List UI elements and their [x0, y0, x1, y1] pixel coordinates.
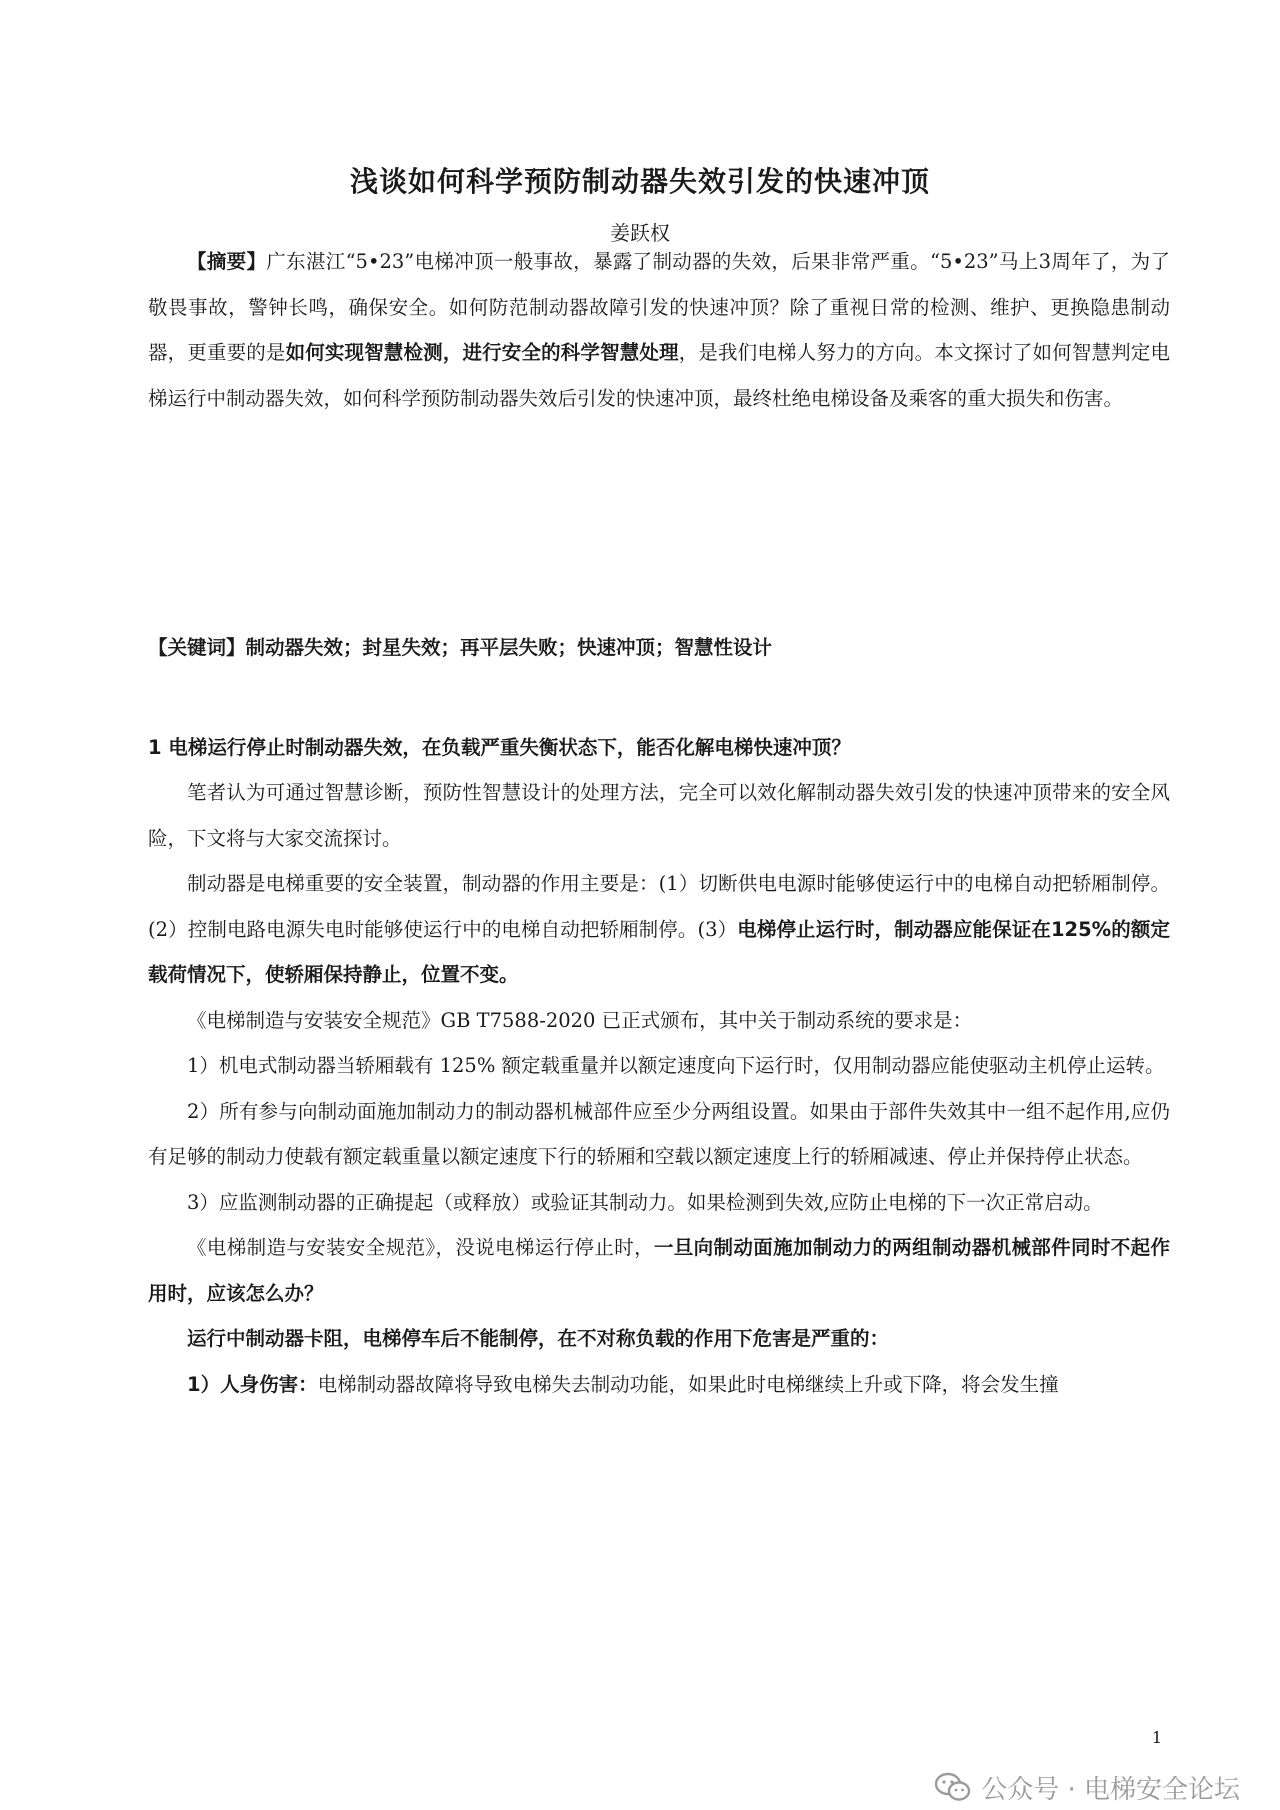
- section-heading-1: 1 电梯运行停止时制动器失效，在负载严重失衡状态下，能否化解电梯快速冲顶？: [148, 736, 851, 759]
- document-title: 浅谈如何科学预防制动器失效引发的快速冲顶: [349, 165, 930, 198]
- abstract-text-2: ，是我们电梯人努力的方向。本文探讨了如何智慧判定电梯运行中制动器失效，如何科学预防制动器失效后引发的快速冲顶，最终杜绝电梯设备及乘客的重大损失和伤害。: [148, 341, 1170, 410]
- paragraph-5: 2）所有参与向制动面施加制动力的制动器机械部件应至少分两组设置。如果由于部件失效其中一组不起作用,应仍有足够的制动力使载有额定载重量以额定速度下行的轿厢和空载以额定速度上行的轿厢减速、停止并保持停止状态。: [148, 1099, 1170, 1168]
- paragraph-9-label: 1）人身伤害：: [187, 1372, 318, 1396]
- paragraph-2-bold: 电梯停止运行时，制动器应能保证在125%的额定载荷情况下，使轿厢保持静止，位置不变。: [148, 917, 1171, 986]
- paragraph-2: [148, 861, 1170, 998]
- paragraph-8: 运行中制动器卡阻，电梯停车后不能制停，在不对称负载的作用下危害是严重的：: [187, 1327, 890, 1350]
- abstract-label: 【摘要】: [187, 250, 267, 273]
- page-number: 1: [1151, 1728, 1162, 1747]
- paragraph-1: 笔者认为可通过智慧诊断，预防性智慧设计的处理方法，完全可以效化解制动器失效引发的快速冲顶带来的安全风险，下文将与大家交流探讨。: [148, 781, 1170, 850]
- section1-body: [148, 770, 1170, 1407]
- paragraph-7-text: 《电梯制造与安装安全规范》，没说电梯运行停止时，: [187, 1236, 654, 1259]
- watermark: [935, 1770, 1240, 1804]
- abstract-text-1: 广东湛江“5•23”电梯冲顶一般事故，暴露了制动器的失效，后果非常严重。“5•23”马上3周年了，为了敬畏事故，警钟长鸣，确保安全。如何防范制动器故障引发的快速冲顶？除了重视日常的检测、维护、更换隐患制动器，更重要的是: [148, 250, 1170, 364]
- paragraph-6: 3）应监测制动器的正确提起（或释放）或验证其制动力。如果检测到失效,应防止电梯的下一次正常启动。: [187, 1190, 1103, 1214]
- paragraph-9-text: 电梯制动器故障将导致电梯失去制动功能，如果此时电梯继续上升或下降，将会发生撞: [317, 1372, 1059, 1396]
- abstract-text-bold: 如何实现智慧检测，进行安全的科学智慧处理: [285, 341, 679, 364]
- paragraph-4: 1）机电式制动器当轿厢载有 125% 额定载重量并以额定速度向下运行时，仅用制动器应能使驱动主机停止运转。: [187, 1054, 1165, 1077]
- watermark-text: 公众号 · 电梯安全论坛: [981, 1774, 1240, 1805]
- paragraph-3: 《电梯制造与安装安全规范》GB T7588-2020 已正式颁布，其中关于制动系统的要求是：: [187, 1008, 973, 1032]
- paragraph-7-bold: 一旦向制动面施加制动力的两组制动器机械部件同时不起作用时，应该怎么办？: [148, 1236, 1170, 1305]
- paragraph-9: [148, 1362, 1170, 1408]
- keywords-text: 制动器失效；封星失效；再平层失败；快速冲顶；智慧性设计: [245, 636, 773, 659]
- keywords-line: [148, 625, 1170, 671]
- keywords-label: 【关键词】: [148, 636, 246, 659]
- wechat-icon: [935, 1772, 971, 1802]
- author-name: 姜跃权: [610, 221, 670, 245]
- paragraph-2-text: 制动器是电梯重要的安全装置，制动器的作用主要是：(1）切断供电电源时能够使运行中的电梯自动把轿厢制停。(2）控制电路电源失电时能够使运行中的电梯自动把轿厢制停。(3）: [148, 872, 1170, 941]
- paragraph-7: [148, 1225, 1170, 1316]
- abstract-paragraph: [148, 239, 1170, 421]
